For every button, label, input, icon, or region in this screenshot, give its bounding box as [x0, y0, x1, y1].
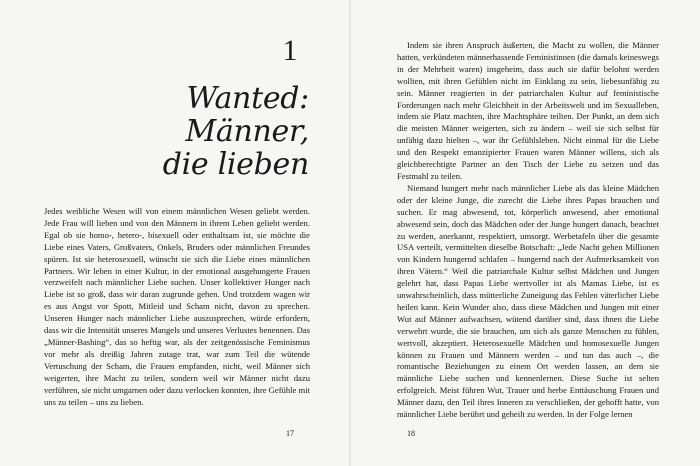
paragraph: Indem sie ihren Anspruch äußerten, die Macht zu wollen, die Männer hatten, verkündeten männerhassende Feministinnen (die damals keineswegs in der Mehrheit waren) insgeheim, dass auch sie dafür belohnt werden wollten, mit ihren Gefühlen nicht im Einklang zu sein, liebesunfähig zu sein. Männer reagierten in der patriarchalen Kultur auf feministische Forderungen nach mehr Gleichheit in der Arbeitswelt und im Sexualleben, indem sie Platz machten, ihre Machtsphäre teilten. Der Punkt, an dem sich die meisten Männer weigerten, sich zu ändern – weil sie sich selbst für unfähig dazu hielten –, war ihr Gefühlsleben. Nicht einmal für die Liebe und den Respekt emanzipierter Frauen waren Männer willens, sich als gleichberechtigte Partner an den Tisch der Liebe zu setzen und das Festmahl zu teilen.: [397, 40, 659, 181]
chapter-title-line: Männer,: [185, 114, 309, 149]
left-body-text: Jedes weibliche Wesen will von einem männlichen Wesen geliebt werden. Jede Frau will lieben und von den Männern in ihrem Leben geliebt werden. Egal ob sie homo-, hetero-, bisexuell oder enthaltsam ist, sie möchte die Liebe eines Vaters, Großvaters, Onkels, Bruders oder männlichen Freundes spüren. Ist sie heterosexuell, wünscht sie sich die Liebe eines männlichen Partners. Wir leben in einer Kultur, in der emotional ausgehungerte Frauen verzweifelt nach männlicher Liebe suchen. Unser kollektiver Hunger nach Liebe ist so groß, dass wir daran zugrunde gehen. Und trotzdem wagen wir es aus Angst vor Spott, Mitleid und Scham nicht, davon zu sprechen. Unseren Hunger nach männlicher Liebe auszusprechen, würde erfordern, dass wir die Intensität unseres Mangels und unseres Verlustes benennen. Das „Männer-Bashing“, das so heftig war, als der zeitgenössische Feminismus vor mehr als dreißig Jahren zutage trat, war zum Teil die wütende Vertuschung der Scham, die Frauen empfanden, nicht, weil Männer sich weigerten, ihre Macht zu teilen, sondern weil wir Männer nicht dazu verführen, sie nicht umgarnen oder dazu verlocken konnten, ihre Gefühle mit uns zu teilen – uns zu lieben.: [44, 206, 310, 407]
paragraph: Niemand hungert mehr nach männlicher Liebe als das kleine Mädchen oder der kleine Junge, die zurecht die Liebe ihres Papas brauchen und suchen. Er mag abwesend, tot, körperlich anwesend, aber emotional abwesend sein, doch das Mädchen oder der Junge hungert danach, beachtet zu werden, anerkannt, respektiert, umsorgt. Werbetafeln über die gesamte USA verteilt, vermittelten dieselbe Botschaft: „Jede Nacht gehen Millionen von Kindern hungernd schlafen – hungernd nach der Aufmerksamkeit von ihren Vätern.“ Weil die patriarchale Kultur selbst Mädchen und Jungen gelehrt hat, dass Papas Liebe wertvoller ist als Mamas Liebe, ist es unwahrscheinlich, dass mütterliche Zuneigung das Fehlen väterlicher Liebe heilen kann. Kein Wunder also, dass diese Mädchen und Jungen mit einer Wut auf Männer aufwachsen, wütend darüber sind, dass ihnen die Liebe verwehrt wurde, die sie brauchen, um sich als ganze Menschen zu fühlen, wertvoll, akzeptiert. Heterosexuelle Mädchen und homosexuelle Jungen können zu Frauen und Männern werden – und tun das auch –, die romantische Beziehungen zu einem Ort werden lassen, an dem sie männliche Liebe suchen und kennenlernen. Diese Suche ist selten erfolgreich. Meist führen Wut, Trauer und herbe Enttäuschung Frauen und Männer dazu, den Teil ihres Inneren zu verschließen, der gehofft hatte, von männlicher Liebe berührt und geheilt zu werden. In der Folge lernen: [397, 182, 659, 420]
page-number-right: 18: [407, 429, 415, 438]
chapter-title-line: die lieben: [162, 147, 309, 182]
chapter-title: [109, 82, 309, 181]
left-page: [0, 0, 349, 466]
chapter-number: 1: [282, 34, 298, 67]
page-number-left: 17: [286, 429, 294, 438]
right-body-text: [397, 40, 659, 421]
right-page: [351, 0, 700, 466]
chapter-title-line: Wanted:: [186, 81, 309, 116]
